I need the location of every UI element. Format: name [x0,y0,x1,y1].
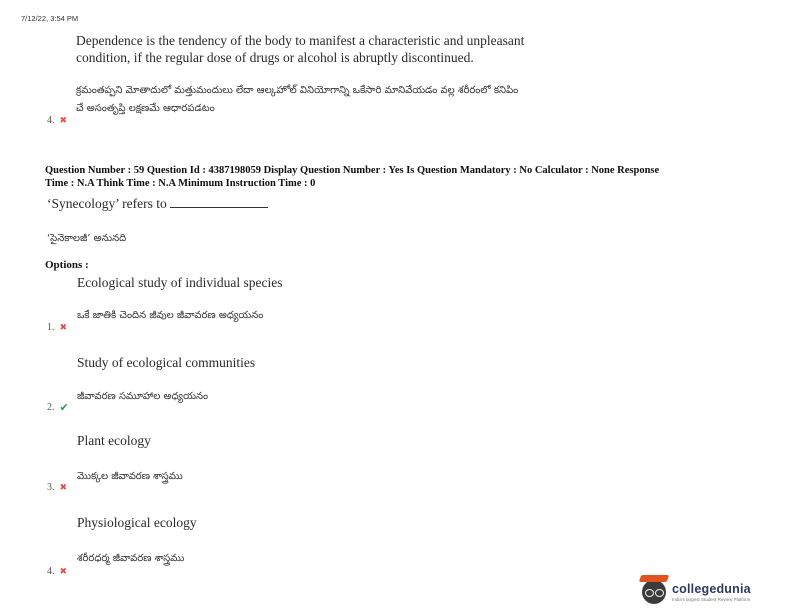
option-4-english: Physiological ecology [77,515,197,530]
logo-name: collegedunia [672,582,751,596]
question-text-telugu: ‘సైనెకాలజీ’ అనునది [47,233,127,244]
option-1-english: Ecological study of individual species [77,275,283,290]
option-1-number: 1. ✖ [47,322,68,333]
prev-option-telugu-line-1: క్రమంతప్పని మోతాదులో మత్తుమందులు లేదా ఆల్కహోల్ వినియోగాన్ని ఒకేసారి మానివేయడం వల్ల శరీరంలో కనిపిం [76,85,519,96]
cross-icon: ✖ [59,115,68,126]
prev-option-english-line-2: condition, if the regular dose of drugs or alcohol is abruptly discontinued. [76,50,474,65]
prev-option-telugu-line-2: చే అసంతృప్తి లక్షణమే ఆధారపడటం [76,103,215,114]
option-3-english: Plant ecology [77,433,151,448]
mascot-icon [642,580,666,604]
collegedunia-logo [642,580,751,604]
option-2-telugu: జీవావరణ సమూహాల అధ్యయనం [77,391,209,402]
question-header [45,165,765,190]
question-text-english: ‘Synecology’ refers to [47,195,268,213]
option-2-number: 2. ✔ [47,401,69,414]
check-icon: ✔ [59,401,69,414]
timestamp: 7/12/22, 3:54 PM [21,14,79,23]
question-header-line-1: Question Number : 59 Question Id : 4387198059 Display Question Number : Yes Is Question Mandatory : No Calculator : None Response [45,165,660,176]
option-3-telugu: మొక్కల జీవావరణ శాస్త్రము [77,471,183,482]
prev-option-number: 4. ✖ [47,115,68,126]
options-label: Options : [45,259,89,271]
cross-icon: ✖ [59,322,68,333]
cross-icon: ✖ [59,566,68,577]
answer-blank [170,196,268,208]
option-3-number: 3. ✖ [47,482,68,493]
option-1-telugu: ఒకే జాతికి చెందిన జీవుల జీవావరణ అధ్యయనం [77,310,264,321]
prev-option-english-line-1: Dependence is the tendency of the body to manifest a characteristic and unpleasant [76,33,525,48]
question-header-line-2: Time : N.A Think Time : N.A Minimum Instruction Time : 0 [45,177,316,189]
option-4-number: 4. ✖ [47,566,68,577]
option-4-telugu: శరీరధర్మ జీవావరణ శాస్త్రము [77,553,185,564]
cross-icon: ✖ [59,482,68,493]
option-2-english: Study of ecological communities [77,355,256,370]
logo-tagline: India's largest Student Review Platform [672,597,751,602]
